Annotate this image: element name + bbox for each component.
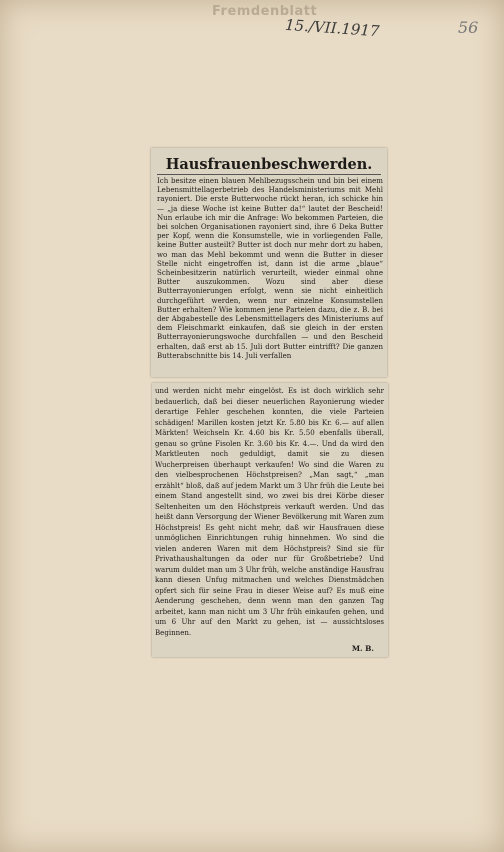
newspaper-stamp: Fremdenblatt bbox=[212, 4, 318, 19]
clipping-part-2 bbox=[152, 383, 388, 657]
article-signature: M. B. bbox=[351, 644, 374, 653]
page-number: 56 bbox=[458, 18, 479, 37]
article-title: Hausfrauenbeschwerden. bbox=[165, 156, 373, 173]
handwritten-date: 15./VII.1917 bbox=[284, 15, 381, 41]
title-rule bbox=[157, 174, 381, 175]
article-text-part-2: und werden nicht mehr eingelöst. Es ist doch wirklich sehr bedauerlich, daß bei dieser neuerlichen Rayonierung wieder derartige Fehler geschehen konnten, die viele Parteien schädigen! Marillen kosten jetzt Kr. 5.80 bis Kr. 6.— auf allen Märkten! Weichseln Kr. 4.60 bis Kr. 5.50 ebenfalls überall, genau so grüne Fisolen Kr. 3.60 bis Kr. 4.—. Und da wird den Marktleuten noch geduldigt, damit sie zu diesen Wucherpreisen überhaupt verkaufen! Wo sind die Waren zu den vielbesprochenen Höchstpreisen? „Man sagt,“ „man erzählt“ bloß, daß auf jedem Markt um 3 Uhr früh die Leute bei einem Stand angestellt sind, wo zwei bis drei Körbe dieser Seltenheiten um den Höchstpreis verkauft werden. Und das heißt dann Versorgung der Wiener Bevölkerung mit Waren zum Höchstpreis! Es geht nicht mehr, daß wir Hausfrauen diese unmöglichen Einrichtungen ruhig hinnehmen. Wo sind die vielen anderen Waren mit dem Höchstpreis? Sind sie für Privathaushaltungen da oder nur für Großbetriebe? Und warum duldet man um 3 Uhr früh, welche anständige Hausfrau kann diesen Unfug mitmachen und welches Dienstmädchen opfert sich für seine Frau in dieser Weise auf? Es muß eine Aenderung geschehen, denn wenn man den ganzen Tag arbeitet, kann man nicht um 3 Uhr früh einkaufen gehen, und um 6 Uhr auf den Markt zu gehen, ist — aussichtsloses Beginnen. bbox=[155, 386, 384, 637]
article-text-part-1: Ich besitze einen blauen Mehlbezugsschein und bin bei einem Lebensmittellagerbetrieb des Handelsministeriums mit Mehl rayoniert. Die erste Butterwoche rückt heran, ich schicke hin — „ja diese Woche ist keine Butter da!“ lautet der Bescheid! Nun erlaube ich mir die Anfrage: Wo bekommen Parteien, die bei solchen Organisationen rayoniert sind, ihre 6 Deka Butter per Kopf, wenn die Konsumstelle, wie in vorliegenden Falle, keine Butter austeilt? Butter ist doch nur mehr dort zu haben, wo man das Mehl bekommt und wenn die Butter in dieser Stelle nicht eingetroffen ist, dann ist die arme „blaue“ Scheinbesitzerin natürlich verurteilt, wieder einmal ohne Butter auszukommen. Wozu sind aber diese Butterrayonierungen erfolgt, wenn sie nicht einheitlich durchgeführt werden, wenn nur einzelne Konsumstellen Butter erhalten? Wie kommen jene Parteien dazu, die z. B. bei der Abgabestelle des Lebensmittellagers des Ministeriums auf dem Fleischmarkt einkaufen, daß sie gleich in der ersten Butterrayonierungswoche durchfallen — und den Bescheid erhalten, daß erst ab 15. Juli dort Butter eintrifft? Die ganzen Butterabschnitte bis 14. Juli verfallen bbox=[157, 176, 383, 360]
clipping-part-1 bbox=[151, 148, 387, 377]
